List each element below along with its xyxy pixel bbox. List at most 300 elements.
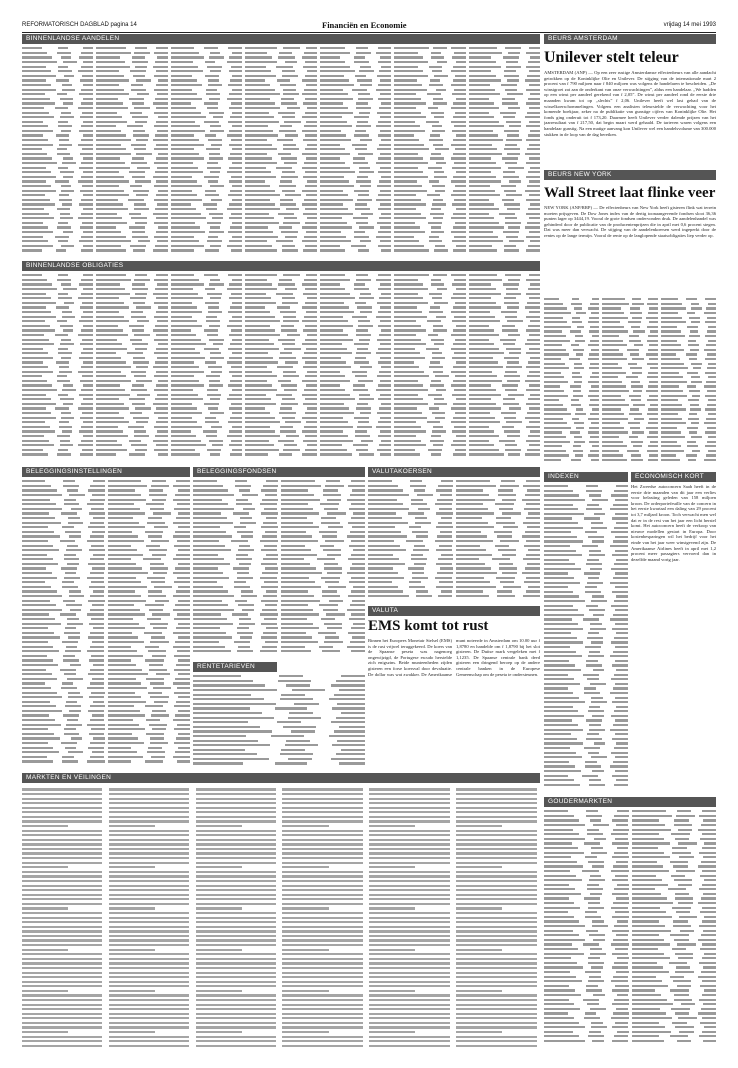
text-line bbox=[282, 917, 362, 919]
text-line bbox=[456, 1026, 536, 1028]
text-line bbox=[109, 1036, 189, 1038]
wallstreet-headline: Wall Street laat flinke veer bbox=[544, 185, 716, 201]
text-line bbox=[369, 834, 449, 836]
text-line bbox=[196, 830, 276, 832]
listing-column bbox=[193, 479, 278, 659]
text-line bbox=[196, 866, 242, 868]
rente-table bbox=[193, 674, 365, 769]
listing-row bbox=[245, 452, 316, 457]
text-line bbox=[109, 912, 189, 914]
wallstreet-body: NEW YORK (ANP/RRP) — De effectenbeurs van New York heeft gisteren flink wat terrein moeten prijsgeven. De Dow Jones index van de dertig toonaangevende fondsen sloot 36,36 punten lager op 3444,19. Vooral de grote fondsen ondervonden druk. De aandelenhandel was gehinderd door de publicatie van de producentenprijzen die in april met 0,6 procent stegen. Dat was meer dan verwacht. De stijging van de aandelenkoersen werd ingeperkt door de rentes op de lange termijn. Vooral de rente op de langlopende staatsobligaties liep verder op. bbox=[544, 205, 716, 238]
markten-column bbox=[22, 786, 106, 1050]
text-line bbox=[196, 862, 276, 864]
text-line bbox=[196, 949, 242, 951]
listing-row bbox=[22, 248, 93, 253]
text-line bbox=[282, 825, 328, 827]
text-line bbox=[109, 930, 189, 932]
text-line bbox=[282, 912, 362, 914]
article-ems bbox=[368, 618, 540, 768]
text-line bbox=[22, 807, 102, 809]
text-line bbox=[109, 839, 189, 841]
text-line bbox=[456, 1008, 536, 1010]
text-line bbox=[369, 990, 415, 992]
text-line bbox=[22, 820, 102, 822]
text-line bbox=[369, 985, 449, 987]
text-line bbox=[369, 958, 449, 960]
text-line bbox=[369, 885, 449, 887]
text-line bbox=[196, 1017, 276, 1019]
text-line bbox=[456, 875, 536, 877]
text-line bbox=[109, 917, 189, 919]
listing-row bbox=[469, 452, 540, 457]
listing-row bbox=[368, 594, 453, 599]
text-line bbox=[282, 930, 362, 932]
text-line bbox=[196, 898, 276, 900]
text-line bbox=[282, 871, 362, 873]
text-line bbox=[456, 839, 536, 841]
listing-row bbox=[469, 248, 540, 253]
text-line bbox=[22, 903, 102, 905]
text-line bbox=[456, 825, 502, 827]
listing-column bbox=[394, 273, 465, 463]
text-line bbox=[109, 802, 189, 804]
listing-row bbox=[320, 452, 391, 457]
text-line bbox=[282, 885, 362, 887]
text-line bbox=[196, 1004, 276, 1006]
text-line bbox=[109, 852, 189, 854]
beleggingsfondsen-table bbox=[193, 479, 365, 659]
text-line bbox=[369, 862, 449, 864]
text-line bbox=[369, 816, 449, 818]
text-line bbox=[282, 807, 362, 809]
listing-row bbox=[456, 594, 541, 599]
text-line bbox=[109, 866, 155, 868]
listing-column bbox=[22, 273, 93, 463]
text-line bbox=[196, 990, 242, 992]
text-line bbox=[282, 958, 362, 960]
text-line bbox=[456, 866, 502, 868]
listing-row bbox=[394, 452, 465, 457]
text-line bbox=[196, 816, 276, 818]
text-line bbox=[196, 917, 276, 919]
text-line bbox=[369, 935, 449, 937]
text-line bbox=[369, 1031, 415, 1033]
text-line bbox=[282, 1004, 362, 1006]
newspaper-page bbox=[22, 20, 716, 1050]
listing-column bbox=[394, 46, 465, 258]
text-line bbox=[369, 898, 449, 900]
text-line bbox=[369, 811, 449, 813]
text-line bbox=[196, 994, 276, 996]
text-line bbox=[456, 903, 536, 905]
text-line bbox=[456, 848, 536, 850]
text-line bbox=[196, 985, 276, 987]
listing-column bbox=[661, 297, 716, 469]
text-line bbox=[22, 839, 102, 841]
text-line bbox=[282, 939, 362, 941]
listing-row bbox=[245, 248, 316, 253]
text-line bbox=[456, 962, 536, 964]
text-line bbox=[282, 1040, 362, 1042]
text-line bbox=[196, 820, 276, 822]
ems-body: Binnen het Europees Monetair Stelsel (EMS) is de rust vrijwel teruggekeerd. De koers van de Spaanse peseta was nagenoeg ongewijzigd, de Portugese escudo herstelde zich enigszins. Beide munteenheden zijden gisteren een forse koersval door devaluatie. De dollar was wat zwakker. De Amerikaanse munt noteerde in Amsterdam om 10.00 uur f 1,8780 en handelde om f 1,8790 bij het slot gisteren. De Duitse mark vergeleken met f 1,1235. De Spaanse centrale bank deed gisteren een dringend beroep op de andere centrale banken in de Europese Gemeenschap om de peseta te ondersteunen. bbox=[368, 638, 540, 677]
text-line bbox=[456, 990, 502, 992]
text-line bbox=[196, 907, 242, 909]
text-line bbox=[22, 949, 68, 951]
text-line bbox=[369, 1004, 449, 1006]
text-line bbox=[282, 843, 362, 845]
text-line bbox=[22, 898, 102, 900]
text-line bbox=[282, 1013, 362, 1015]
text-line bbox=[109, 976, 189, 978]
text-line bbox=[196, 962, 276, 964]
text-line bbox=[456, 953, 536, 955]
text-line bbox=[109, 985, 189, 987]
text-line bbox=[456, 811, 536, 813]
text-line bbox=[22, 816, 102, 818]
text-line bbox=[22, 1031, 68, 1033]
text-line bbox=[109, 816, 189, 818]
text-line bbox=[196, 880, 276, 882]
text-line bbox=[282, 788, 362, 790]
unilever-headline: Unilever stelt teleur bbox=[544, 49, 679, 66]
text-line bbox=[22, 953, 102, 955]
section-indexen: INDEXEN bbox=[544, 472, 628, 482]
text-line bbox=[282, 962, 362, 964]
text-line bbox=[369, 1026, 449, 1028]
text-line bbox=[22, 958, 102, 960]
text-line bbox=[22, 1008, 102, 1010]
text-line bbox=[196, 958, 276, 960]
text-line bbox=[22, 857, 102, 859]
text-line bbox=[369, 949, 415, 951]
header-left: REFORMATORISCH DAGBLAD pagina 14 bbox=[22, 22, 137, 28]
text-line bbox=[456, 999, 536, 1001]
listing-column bbox=[22, 46, 93, 258]
article-economisch-kort bbox=[631, 484, 716, 794]
text-line bbox=[456, 802, 536, 804]
listing-column bbox=[544, 484, 628, 794]
text-line bbox=[456, 793, 536, 795]
listing-row bbox=[661, 458, 716, 463]
text-line bbox=[196, 999, 276, 1001]
text-line bbox=[369, 848, 449, 850]
listing-row bbox=[96, 452, 167, 457]
listing-row bbox=[281, 649, 366, 654]
article-wallstreet bbox=[544, 182, 716, 294]
listing-row bbox=[193, 649, 278, 654]
text-line bbox=[456, 852, 536, 854]
text-line bbox=[369, 917, 449, 919]
text-line bbox=[109, 994, 189, 996]
text-line bbox=[109, 999, 189, 1001]
text-line bbox=[369, 880, 449, 882]
text-line bbox=[22, 825, 68, 827]
text-line bbox=[369, 999, 449, 1001]
header-date: vrijdag 14 mei 1993 bbox=[663, 22, 716, 28]
text-line bbox=[282, 926, 362, 928]
text-line bbox=[282, 898, 362, 900]
text-line bbox=[196, 930, 276, 932]
text-line bbox=[369, 939, 449, 941]
section-binnenlandse-aandelen: BINNENLANDSE AANDELEN bbox=[22, 34, 540, 44]
text-line bbox=[109, 962, 189, 964]
text-line bbox=[22, 907, 68, 909]
text-line bbox=[282, 985, 362, 987]
text-line bbox=[369, 1017, 449, 1019]
text-line bbox=[109, 857, 189, 859]
text-line bbox=[109, 1026, 189, 1028]
listing-column bbox=[193, 674, 365, 769]
text-line bbox=[369, 798, 449, 800]
text-line bbox=[22, 889, 102, 891]
text-line bbox=[109, 1045, 189, 1047]
text-line bbox=[369, 889, 449, 891]
text-line bbox=[109, 880, 189, 882]
text-line bbox=[196, 843, 276, 845]
text-line bbox=[456, 981, 536, 983]
text-line bbox=[196, 1008, 276, 1010]
text-line bbox=[369, 981, 449, 983]
text-line bbox=[456, 921, 536, 923]
text-line bbox=[109, 953, 189, 955]
text-line bbox=[22, 1026, 102, 1028]
text-line bbox=[282, 798, 362, 800]
text-line bbox=[456, 1004, 536, 1006]
text-line bbox=[369, 903, 449, 905]
text-line bbox=[282, 907, 328, 909]
text-line bbox=[456, 976, 536, 978]
listing-column bbox=[22, 479, 105, 769]
text-line bbox=[369, 976, 449, 978]
text-line bbox=[196, 825, 242, 827]
text-line bbox=[282, 903, 362, 905]
article-unilever bbox=[544, 46, 716, 166]
text-line bbox=[282, 994, 362, 996]
text-line bbox=[109, 935, 189, 937]
text-line bbox=[109, 898, 189, 900]
text-line bbox=[282, 889, 362, 891]
text-line bbox=[369, 852, 449, 854]
text-line bbox=[109, 967, 189, 969]
indexen-table bbox=[544, 484, 628, 794]
text-line bbox=[22, 972, 102, 974]
listing-column bbox=[245, 273, 316, 463]
ems-headline: EMS komt tot rust bbox=[368, 618, 489, 634]
text-line bbox=[196, 1022, 276, 1024]
listing-column bbox=[320, 46, 391, 258]
text-line bbox=[196, 788, 276, 790]
text-line bbox=[456, 930, 536, 932]
text-line bbox=[196, 903, 276, 905]
text-line bbox=[456, 944, 536, 946]
listing-column bbox=[171, 46, 242, 258]
text-line bbox=[456, 898, 536, 900]
text-line bbox=[369, 921, 449, 923]
text-line bbox=[109, 843, 189, 845]
text-line bbox=[456, 830, 536, 832]
aandelen-table bbox=[22, 46, 540, 258]
text-line bbox=[369, 793, 449, 795]
text-line bbox=[456, 834, 536, 836]
text-line bbox=[369, 894, 449, 896]
obligaties-table bbox=[22, 273, 540, 463]
text-line bbox=[22, 967, 102, 969]
text-line bbox=[196, 1045, 276, 1047]
text-line bbox=[282, 1036, 362, 1038]
text-line bbox=[196, 875, 276, 877]
section-markten: MARKTEN EN VEILINGEN bbox=[22, 773, 540, 783]
section-beurs-amsterdam: BEURS AMSTERDAM bbox=[544, 34, 716, 44]
text-line bbox=[196, 852, 276, 854]
text-line bbox=[456, 1013, 536, 1015]
text-line bbox=[109, 889, 189, 891]
text-line bbox=[22, 917, 102, 919]
text-line bbox=[369, 907, 415, 909]
text-line bbox=[456, 1040, 536, 1042]
text-line bbox=[109, 825, 155, 827]
text-line bbox=[369, 807, 449, 809]
text-line bbox=[282, 967, 362, 969]
text-line bbox=[282, 839, 362, 841]
text-line bbox=[369, 802, 449, 804]
text-line bbox=[196, 894, 276, 896]
text-line bbox=[196, 793, 276, 795]
text-line bbox=[196, 1013, 276, 1015]
text-line bbox=[282, 875, 362, 877]
text-line bbox=[282, 921, 362, 923]
text-line bbox=[22, 985, 102, 987]
text-line bbox=[282, 880, 362, 882]
text-line bbox=[109, 1013, 189, 1015]
text-line bbox=[22, 944, 102, 946]
text-line bbox=[369, 944, 449, 946]
text-line bbox=[109, 949, 155, 951]
text-line bbox=[456, 1017, 536, 1019]
text-line bbox=[109, 793, 189, 795]
text-line bbox=[369, 926, 449, 928]
text-line bbox=[109, 990, 155, 992]
text-line bbox=[109, 921, 189, 923]
text-line bbox=[22, 990, 68, 992]
section-rentetarieven: RENTETARIEVEN bbox=[193, 662, 277, 672]
text-line bbox=[369, 930, 449, 932]
text-line bbox=[282, 852, 362, 854]
text-line bbox=[196, 848, 276, 850]
text-line bbox=[196, 798, 276, 800]
text-line bbox=[109, 903, 189, 905]
text-line bbox=[369, 1040, 449, 1042]
text-line bbox=[456, 889, 536, 891]
text-line bbox=[22, 834, 102, 836]
text-line bbox=[22, 852, 102, 854]
header-title: Financiën en Economie bbox=[322, 20, 407, 30]
section-goudermarkten: GOUDERMARKTEN bbox=[544, 797, 716, 807]
text-line bbox=[282, 949, 328, 951]
text-line bbox=[22, 926, 102, 928]
text-line bbox=[109, 820, 189, 822]
text-line bbox=[22, 962, 102, 964]
text-line bbox=[282, 981, 362, 983]
amerikaanse-koersen bbox=[544, 297, 716, 469]
text-line bbox=[369, 1036, 449, 1038]
text-line bbox=[456, 912, 536, 914]
text-line bbox=[196, 939, 276, 941]
text-line bbox=[196, 981, 276, 983]
text-line bbox=[456, 885, 536, 887]
text-line bbox=[456, 807, 536, 809]
text-line bbox=[22, 880, 102, 882]
text-line bbox=[369, 962, 449, 964]
text-line bbox=[456, 862, 536, 864]
listing-column bbox=[602, 297, 657, 469]
listing-column bbox=[544, 297, 599, 469]
text-line bbox=[109, 1004, 189, 1006]
text-line bbox=[109, 926, 189, 928]
text-line bbox=[282, 1026, 362, 1028]
text-line bbox=[456, 1045, 536, 1047]
text-line bbox=[282, 793, 362, 795]
text-line bbox=[196, 912, 276, 914]
text-line bbox=[196, 1040, 276, 1042]
listing-column bbox=[171, 273, 242, 463]
text-line bbox=[22, 866, 68, 868]
text-line bbox=[109, 830, 189, 832]
text-line bbox=[456, 788, 536, 790]
text-line bbox=[22, 1022, 102, 1024]
text-line bbox=[22, 1017, 102, 1019]
text-line bbox=[282, 848, 362, 850]
text-line bbox=[196, 976, 276, 978]
text-line bbox=[109, 1022, 189, 1024]
text-line bbox=[282, 1045, 362, 1047]
text-line bbox=[196, 972, 276, 974]
text-line bbox=[22, 848, 102, 850]
markten-text bbox=[22, 786, 540, 1050]
text-line bbox=[109, 1008, 189, 1010]
text-line bbox=[22, 1013, 102, 1015]
text-line bbox=[456, 857, 536, 859]
listing-column bbox=[96, 46, 167, 258]
text-line bbox=[22, 798, 102, 800]
text-line bbox=[22, 1045, 102, 1047]
text-line bbox=[369, 866, 415, 868]
text-line bbox=[456, 917, 536, 919]
text-line bbox=[369, 972, 449, 974]
text-line bbox=[22, 894, 102, 896]
text-line bbox=[22, 930, 102, 932]
text-line bbox=[196, 953, 276, 955]
text-line bbox=[109, 798, 189, 800]
text-line bbox=[456, 871, 536, 873]
text-line bbox=[456, 949, 502, 951]
listing-column bbox=[469, 273, 540, 463]
text-line bbox=[196, 811, 276, 813]
text-line bbox=[196, 802, 276, 804]
text-line bbox=[456, 994, 536, 996]
text-line bbox=[109, 807, 189, 809]
text-line bbox=[456, 1022, 536, 1024]
text-line bbox=[196, 839, 276, 841]
text-line bbox=[109, 871, 189, 873]
text-line bbox=[369, 912, 449, 914]
text-line bbox=[282, 802, 362, 804]
listing-row bbox=[96, 248, 167, 253]
text-line bbox=[282, 862, 362, 864]
text-line bbox=[456, 985, 536, 987]
text-line bbox=[456, 907, 502, 909]
text-line bbox=[369, 1022, 449, 1024]
